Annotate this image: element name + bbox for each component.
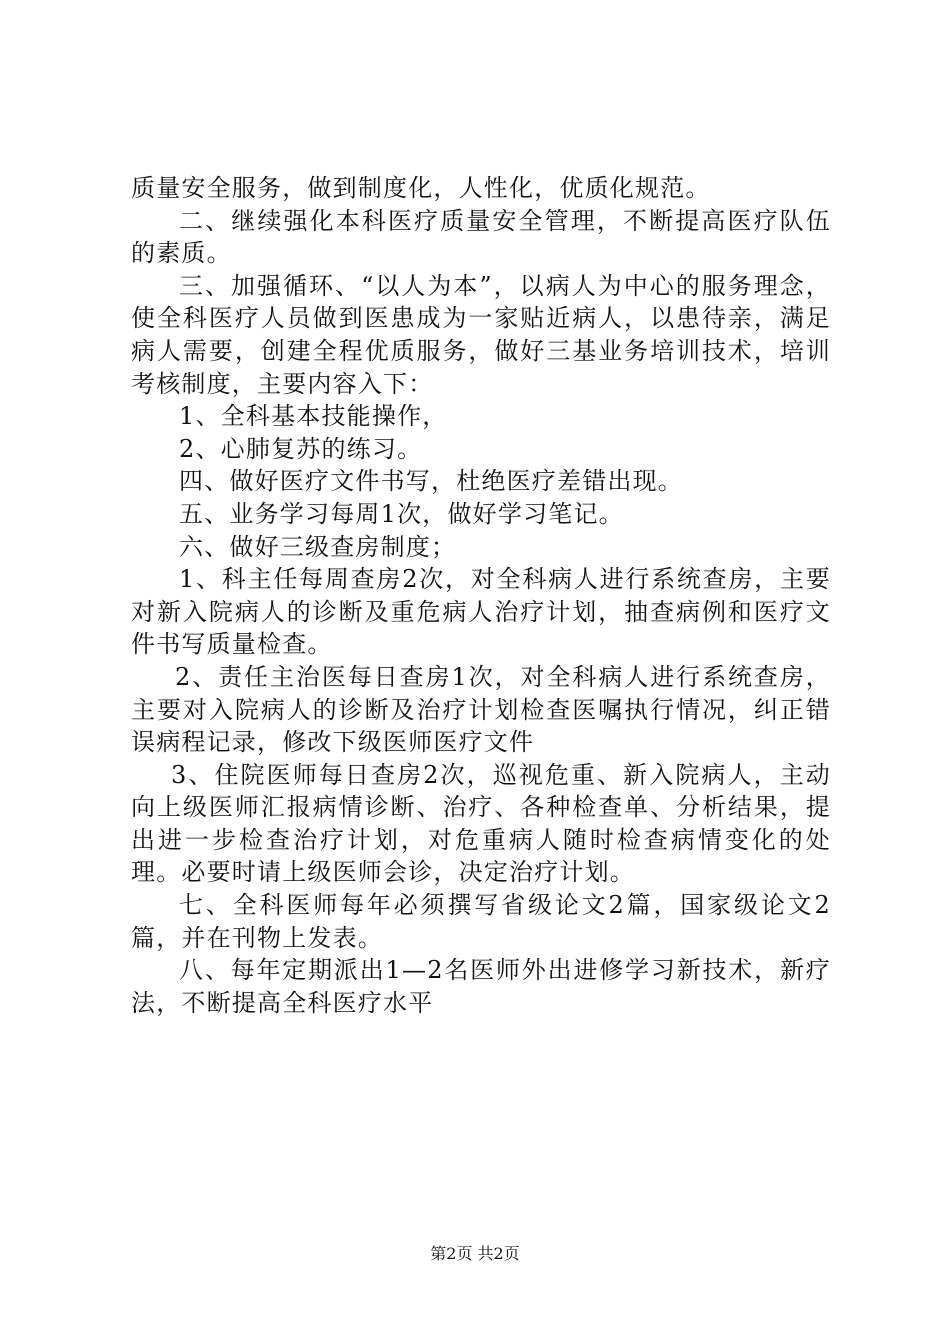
paragraph-6: 四、做好医疗文件书写，杜绝医疗差错出现。 [179,467,683,496]
paragraph-11: 3、住院医师每日查房2次，巡视危重、新入院病人，主动向上级医师汇报病情诊断、治疗、各种检查单、分析结果，提出进一步检查治疗计划，对危重病人随时检查病情变化的处理。必要时请上级医师会诊，决定治疗计划。 [131,760,831,887]
paragraph-3: 三、加强循环、“以人为本”，以病人为中心的服务理念，使全科医疗人员做到医患成为一家贴近病人，以患待亲，满足病人需要，创建全程优质服务，做好三基业务培训技术，培训考核制度，主要内容入下： [131,271,831,398]
paragraph-12: 七、全科医师每年必须撰写省级论文2篇，国家级论文2篇，并在刊物上发表。 [131,891,831,952]
paragraph-10: 2、责任主治医每日查房1次，对全科病人进行系统查房，主要对入院病人的诊断及治疗计划检查医嘱执行情况，纠正错误病程记录，修改下级医师医疗文件 [131,662,831,757]
paragraph-2: 二、继续强化本科医疗质量安全管理，不断提高医疗队伍的素质。 [131,206,831,268]
page-number-label: 第2页 共2页 [430,1244,520,1263]
document-body [131,172,831,1019]
paragraph-4: 1、全科基本技能操作， [179,402,448,431]
paragraph-13: 八、每年定期派出1—2名医师外出进修学习新技术，新疗法，不断提高全科医疗水平 [131,956,831,1017]
paragraph-9: 1、科主任每周查房2次，对全科病人进行系统查房，主要对新入院病人的诊断及重危病人治疗计划，抽查病例和医疗文件书写质量检查。 [131,565,831,659]
page-footer [0,1244,950,1264]
paragraph-5: 2、心肺复苏的练习。 [179,434,423,463]
paragraph-8: 六、做好三级查房制度； [179,532,457,561]
paragraph-7: 五、业务学习每周1次，做好学习笔记。 [179,499,624,528]
paragraph-1: 质量安全服务，做到制度化，人性化，优质化规范。 [131,174,711,202]
